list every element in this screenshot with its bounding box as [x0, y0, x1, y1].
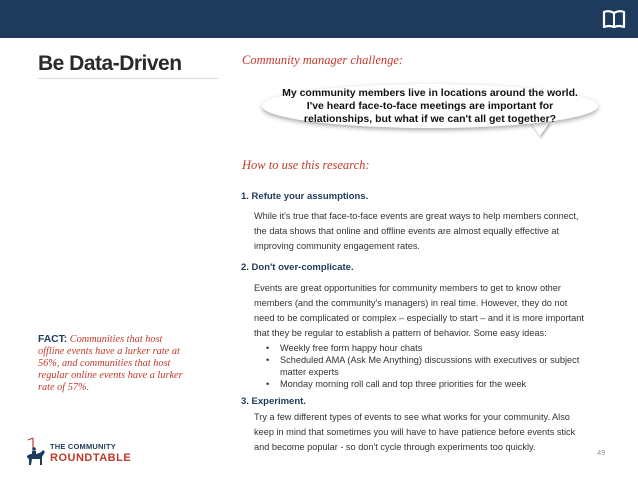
quote-line: I've heard face-to-face meetings are important for [306, 99, 554, 112]
step-title: 2. Don't over-complicate. [241, 262, 354, 273]
step-line: Events are great opportunities for community members to get to know other [254, 283, 561, 293]
page-number: 49 [597, 448, 606, 457]
step-line: improving community engagement rates. [254, 241, 420, 251]
speech-bubble [262, 84, 598, 128]
list-item: • Monday morning roll call and top three priorities for the week [262, 378, 602, 390]
open-book-icon [602, 9, 626, 29]
step-body [254, 410, 604, 455]
list-item: • Scheduled AMA (Ask Me Anything) discussions with executives or subject matter experts [262, 354, 602, 378]
step-line: keep in mind that sometimes you will have to have patience before events stick [254, 427, 576, 437]
header-bar [0, 0, 638, 38]
step-line: need to be complicated or complex – especially to start – and it is more important [254, 313, 584, 323]
community-roundtable-logo [24, 436, 164, 468]
step-line: that they be regular to establish a pattern of behavior. Some easy ideas: [254, 328, 547, 338]
step-body [254, 281, 604, 341]
fact-text: Communities that host offline events have a lurker rate at 56%, and communities that host regular online events have a lurker rate of 57%. [38, 334, 183, 393]
step-line: While it's true that face-to-face events are great ways to help members connect, [254, 211, 579, 221]
fact-callout [38, 334, 186, 394]
step-line: and become popular - so don't cycle through experiments too quickly. [254, 442, 536, 452]
step-line: members (and the community's managers) in real time. However, they do not [254, 298, 568, 308]
page-title: Be Data-Driven [38, 52, 182, 75]
fact-label: FACT: [38, 334, 68, 345]
step-title: 3. Experiment. [241, 396, 306, 407]
step-line: Try a few different types of events to see what works for your community. Also [254, 412, 570, 422]
ideas-list [262, 342, 602, 390]
step-body [254, 209, 604, 254]
knight-on-horse-icon [24, 436, 46, 468]
logo-text-line2: ROUNDTABLE [50, 452, 132, 464]
step-title: 1. Refute your assumptions. [241, 191, 369, 202]
title-divider [38, 78, 218, 79]
quote-line: My community members live in locations around the world. [282, 86, 578, 99]
step-line: the data shows that online and offline events are almost equally effective at [254, 226, 560, 236]
challenge-heading: Community manager challenge: [242, 53, 404, 67]
quote-line: relationships, but what if we can't all get together? [303, 112, 557, 125]
logo-text-line1: THE COMMUNITY [50, 442, 116, 451]
research-heading: How to use this research: [242, 158, 370, 172]
list-item: • Weekly free form happy hour chats [262, 342, 602, 354]
